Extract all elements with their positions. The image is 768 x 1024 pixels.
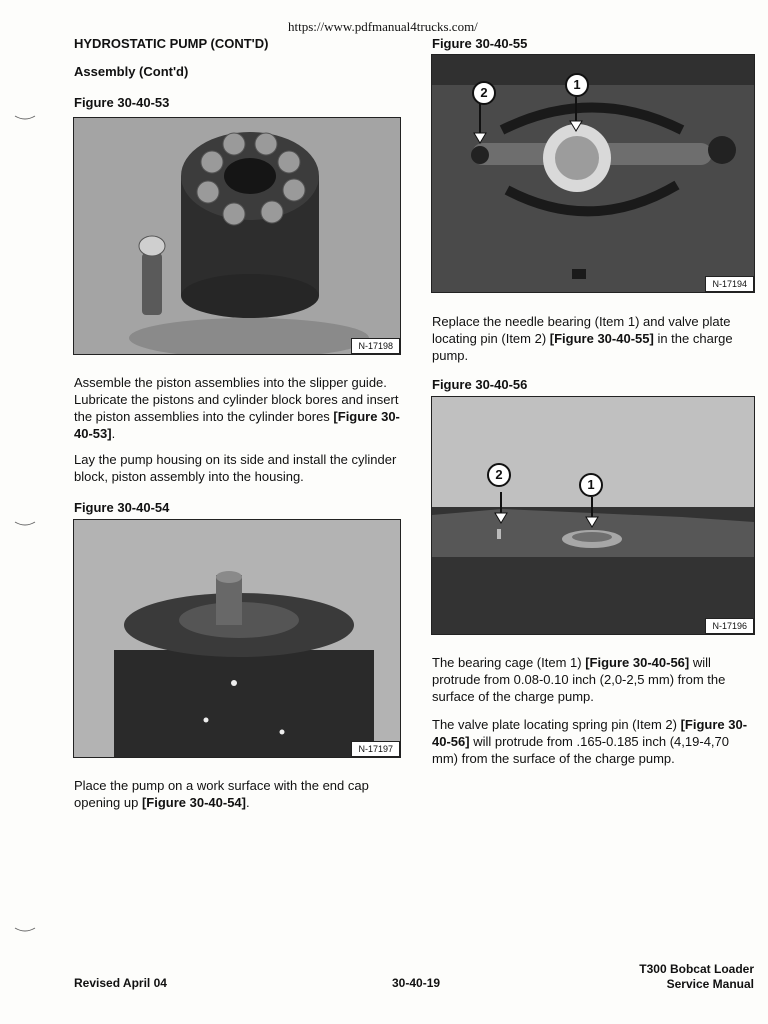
footer-page-number: 30-40-19 (392, 976, 441, 990)
figure-56-image (431, 396, 755, 635)
p4-figure-ref: [Figure 30-40-55] (549, 331, 654, 346)
p1-text: Assemble the piston assemblies into the slipper guide. Lubricate the pistons and cylinder block bores and insert the piston assemblies into the cylinder bores (74, 375, 399, 424)
p5-text: The bearing cage (Item 1) (432, 655, 586, 670)
section-title: HYDROSTATIC PUMP (CONT'D) (74, 36, 269, 51)
figure-55-image (431, 54, 755, 293)
callout-1-b: 1 (579, 473, 603, 497)
p4-text: Replace the needle bearing (Item 1) and valve plate locating pin (Item 2) (432, 314, 731, 346)
margin-mark-icon (14, 114, 36, 122)
p1-figure-ref: [Figure 30-40-53] (74, 409, 400, 441)
paragraph-replace-bearing (432, 313, 754, 364)
paragraph-spring-pin (432, 716, 754, 767)
p5-figure-ref: [Figure 30-40-56] (585, 655, 690, 670)
p6-figure-ref: [Figure 30-40-56] (432, 717, 748, 749)
pump-housing-photo (74, 520, 400, 757)
p6-end: will protrude from .165-0.185 inch (4,19-4,70 mm) from the surface of the charge pump. (432, 734, 729, 766)
figure-55-tag: N-17194 (705, 276, 754, 292)
figure-53-caption: Figure 30-40-53 (74, 95, 170, 110)
figure-54-image (73, 519, 401, 758)
margin-mark-icon (14, 520, 36, 528)
figure-56-tag: N-17196 (705, 618, 754, 634)
cylinder-block-photo (74, 118, 400, 354)
figure-54-tag: N-17197 (351, 741, 400, 757)
figure-53-image (73, 117, 401, 355)
source-url: https://www.pdfmanual4trucks.com/ (288, 19, 478, 34)
footer-revised: Revised April 04 (74, 976, 167, 990)
p3-text: Place the pump on a work surface with the end cap opening up (74, 778, 369, 810)
footer-manual: Service Manual (666, 977, 754, 991)
p5-end: will protrude from 0.08-0.10 inch (2,0-2,5 mm) from the surface of the charge pump. (432, 655, 726, 704)
paragraph-bearing-cage (432, 654, 754, 705)
footer-product: T300 Bobcat Loader (639, 962, 754, 976)
p3-end: . (246, 795, 250, 810)
figure-54-caption: Figure 30-40-54 (74, 500, 170, 515)
margin-mark-icon (14, 926, 36, 934)
p6-text: The valve plate locating spring pin (Item 2) (432, 717, 681, 732)
figure-56-caption: Figure 30-40-56 (432, 377, 528, 392)
callout-2-b: 2 (487, 463, 511, 487)
paragraph-place-pump (74, 777, 400, 811)
p4-end: in the charge pump. (432, 331, 733, 363)
p1-end: . (111, 426, 116, 441)
callout-1: 1 (565, 73, 589, 97)
paragraph-install-cylinder: Lay the pump housing on its side and install the cylinder block, piston assembly into the housing. (74, 452, 397, 484)
figure-55-caption: Figure 30-40-55 (432, 36, 528, 51)
p3-figure-ref: [Figure 30-40-54] (141, 795, 246, 810)
figure-53-tag: N-17198 (351, 338, 400, 354)
callout-2: 2 (472, 81, 496, 105)
bearing-cage-photo (432, 397, 754, 634)
subsection-title: Assembly (Cont'd) (74, 64, 189, 79)
paragraph-assemble-pistons (74, 374, 400, 442)
